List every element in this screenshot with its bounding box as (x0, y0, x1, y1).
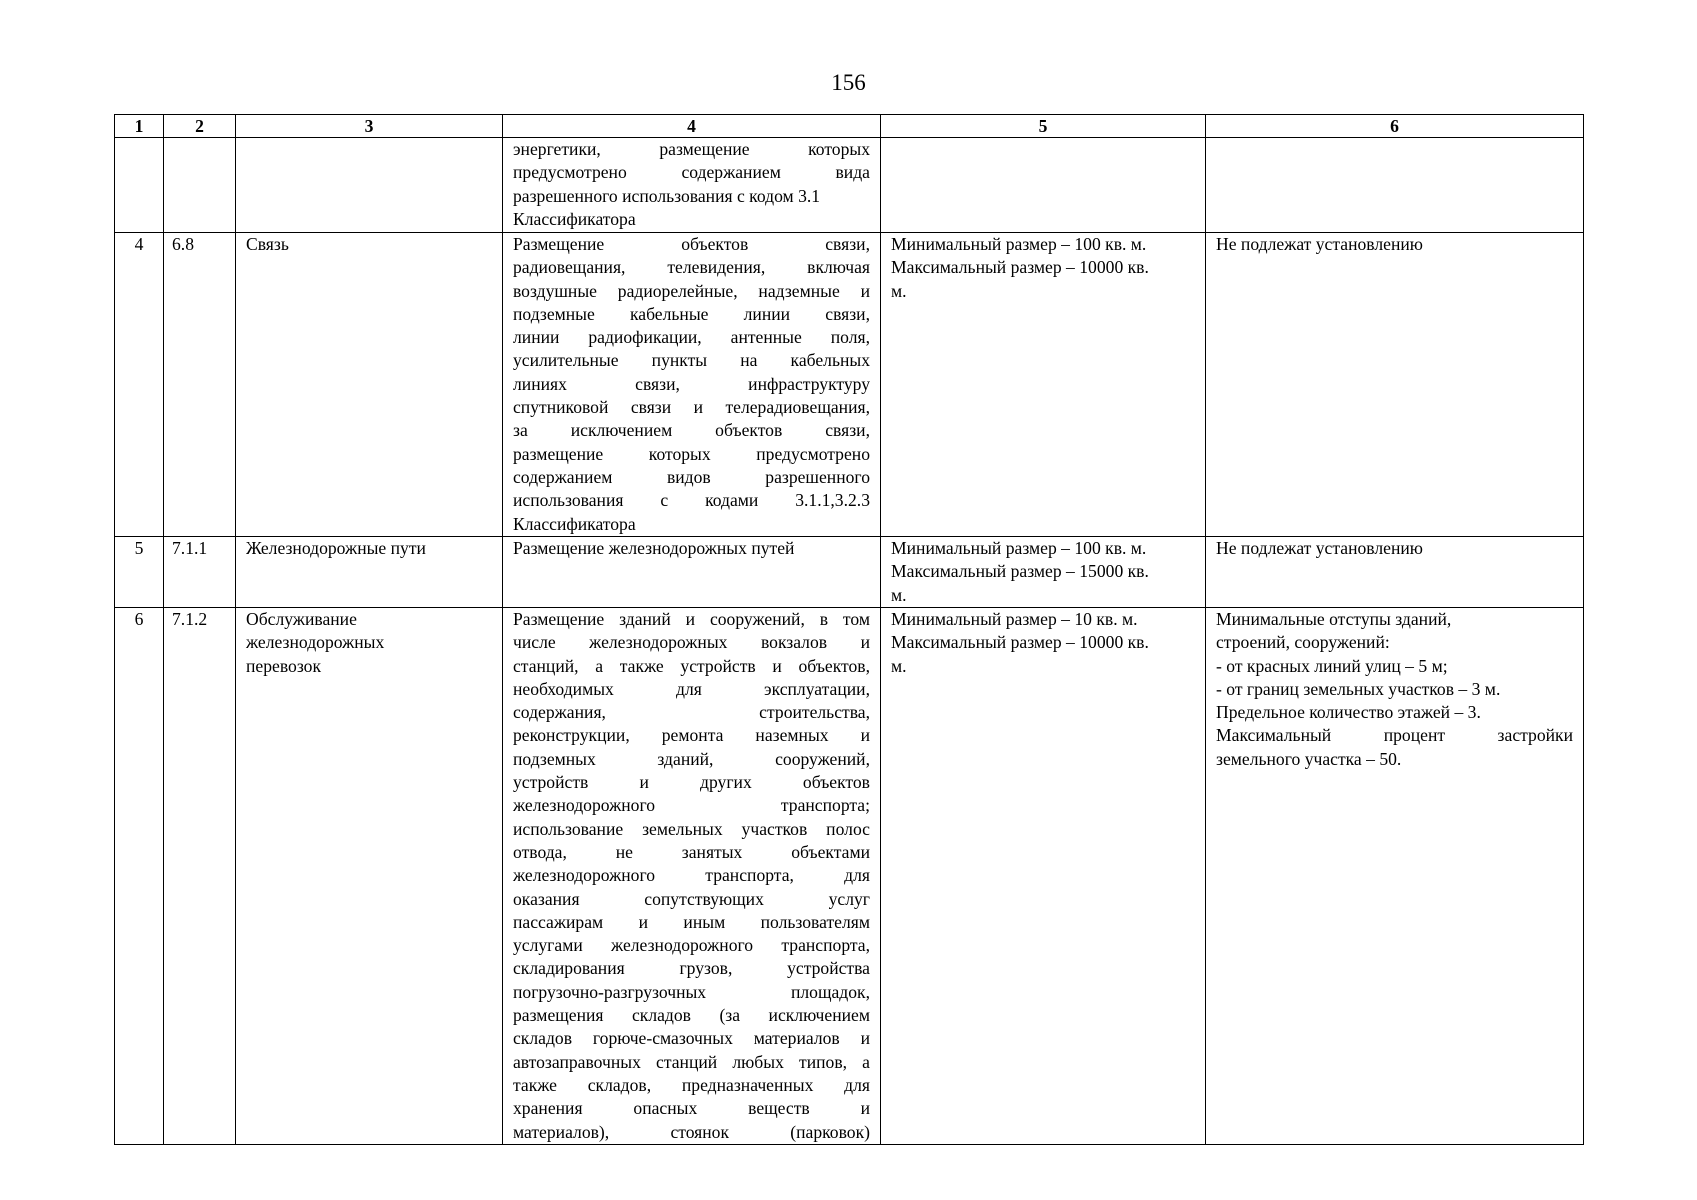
row-params (1206, 608, 1584, 1145)
row-size (881, 537, 1206, 608)
size-line: Максимальный размер – 15000 кв. (891, 561, 1149, 582)
page-number: 156 (831, 70, 866, 95)
description-line: предусмотрено содержанием вида (513, 162, 870, 183)
description-line: числе железнодорожных вокзалов и (513, 632, 870, 653)
description-line: железнодорожного транспорта; (513, 795, 870, 816)
row-description (503, 138, 881, 233)
size-line: м. (891, 280, 907, 301)
description-line: реконструкции, ремонта наземных и (513, 725, 870, 746)
description-line: Размещение железнодорожных путей (513, 538, 795, 558)
description-line: станций, а также устройств и объектов, (513, 655, 870, 676)
row-code (164, 138, 236, 233)
description-line: использования с кодами 3.1.1,3.2.3 (513, 490, 870, 511)
description-line: необходимых для эксплуатации, (513, 678, 870, 699)
params-line: Предельное количество этажей – 3. (1216, 702, 1481, 723)
size-line: Минимальный размер – 100 кв. м. (891, 538, 1147, 558)
description-line: разрешенного использования с кодом 3.1 (513, 185, 821, 206)
description-line: устройств и других объектов (513, 772, 870, 793)
description-line: спутниковой связи и телерадиовещания, (513, 397, 870, 418)
description-line: воздушные радиорелейные, надземные и (513, 280, 870, 301)
description-line: содержанием видов разрешенного (513, 466, 870, 487)
row-code: 7.1.1 (164, 537, 236, 608)
description-line: за исключением объектов связи, (513, 420, 870, 441)
description-line: услугами железнодорожного транспорта, (513, 935, 870, 956)
description-line: использование земельных участков полос (513, 818, 870, 839)
row-size (881, 608, 1206, 1145)
row-params (1206, 537, 1584, 608)
row-description (503, 233, 881, 537)
params-line: - от красных линий улиц – 5 м; (1216, 655, 1448, 676)
params-line: Не подлежат установлению (1216, 234, 1423, 254)
description-line: Размещение зданий и сооружений, в том (513, 609, 870, 629)
row-number: 6 (115, 608, 164, 1145)
description-line: автозаправочных станций любых типов, а (513, 1051, 870, 1072)
table-row (115, 138, 1584, 233)
description-line: энергетики, размещение которых (513, 139, 870, 159)
row-number (115, 138, 164, 233)
description-line: линии радиофикации, антенные поля, (513, 327, 870, 348)
name-line: перевозок (246, 655, 322, 676)
params-line: Минимальные отступы зданий, (1216, 609, 1452, 629)
header-cell-3: 3 (236, 115, 503, 138)
description-line: железнодорожного транспорта, для (513, 865, 870, 886)
row-name (236, 608, 503, 1145)
size-line: Минимальный размер – 10 кв. м. (891, 609, 1138, 629)
row-params (1206, 233, 1584, 537)
row-name: Железнодорожные пути (236, 537, 503, 608)
table-row (115, 233, 1584, 537)
params-line: Не подлежат установлению (1216, 538, 1423, 558)
description-line: пассажирам и иным пользователям (513, 911, 870, 932)
row-params (1206, 138, 1584, 233)
row-size (881, 233, 1206, 537)
description-line: погрузочно-разгрузочных площадок, (513, 981, 870, 1002)
description-line: подземные кабельные линии связи, (513, 303, 870, 324)
description-line: оказания сопутствующих услуг (513, 888, 870, 909)
table-header-row (115, 115, 1584, 138)
params-line: земельного участка – 50. (1216, 748, 1402, 769)
description-line: складов горюче-смазочных материалов и (513, 1028, 870, 1049)
description-line: размещения складов (за исключением (513, 1005, 870, 1026)
description-line: содержания, строительства, (513, 702, 870, 723)
params-line: Максимальный процент застройки (1216, 725, 1573, 746)
header-cell-2: 2 (164, 115, 236, 138)
description-line: усилительные пункты на кабельных (513, 350, 870, 371)
description-line: Классификатора (513, 208, 636, 229)
description-line: линиях связи, инфраструктуру (513, 373, 870, 394)
size-line: Максимальный размер – 10000 кв. (891, 632, 1149, 653)
table-row (115, 537, 1584, 608)
size-line: м. (891, 655, 907, 676)
header-cell-5: 5 (881, 115, 1206, 138)
name-line: Обслуживание (246, 609, 357, 629)
size-line: м. (891, 584, 907, 605)
row-description (503, 608, 881, 1145)
name-line: железнодорожных (246, 632, 385, 653)
description-line: размещение которых предусмотрено (513, 443, 870, 464)
params-line: - от границ земельных участков – 3 м. (1216, 678, 1501, 699)
row-number: 5 (115, 537, 164, 608)
land-use-table (114, 114, 1584, 1145)
description-line: Классификатора (513, 513, 636, 534)
header-cell-4: 4 (503, 115, 881, 138)
row-name: Связь (236, 233, 503, 537)
header-cell-1: 1 (115, 115, 164, 138)
size-line: Минимальный размер – 100 кв. м. (891, 234, 1147, 254)
params-line: строений, сооружений: (1216, 632, 1390, 653)
row-code: 7.1.2 (164, 608, 236, 1145)
description-line: также складов, предназначенных для (513, 1074, 870, 1095)
row-size (881, 138, 1206, 233)
row-code: 6.8 (164, 233, 236, 537)
description-line: материалов), стоянок (парковок) (513, 1121, 870, 1142)
description-line: отвода, не занятых объектами (513, 841, 870, 862)
row-name (236, 138, 503, 233)
description-line: складирования грузов, устройства (513, 958, 870, 979)
row-description (503, 537, 881, 608)
size-line: Максимальный размер – 10000 кв. (891, 257, 1149, 278)
description-line: Размещение объектов связи, (513, 234, 870, 254)
header-cell-6: 6 (1206, 115, 1584, 138)
description-line: радиовещания, телевидения, включая (513, 257, 870, 278)
row-number: 4 (115, 233, 164, 537)
description-line: подземных зданий, сооружений, (513, 748, 870, 769)
description-line: хранения опасных веществ и (513, 1098, 870, 1119)
table-row (115, 608, 1584, 1145)
